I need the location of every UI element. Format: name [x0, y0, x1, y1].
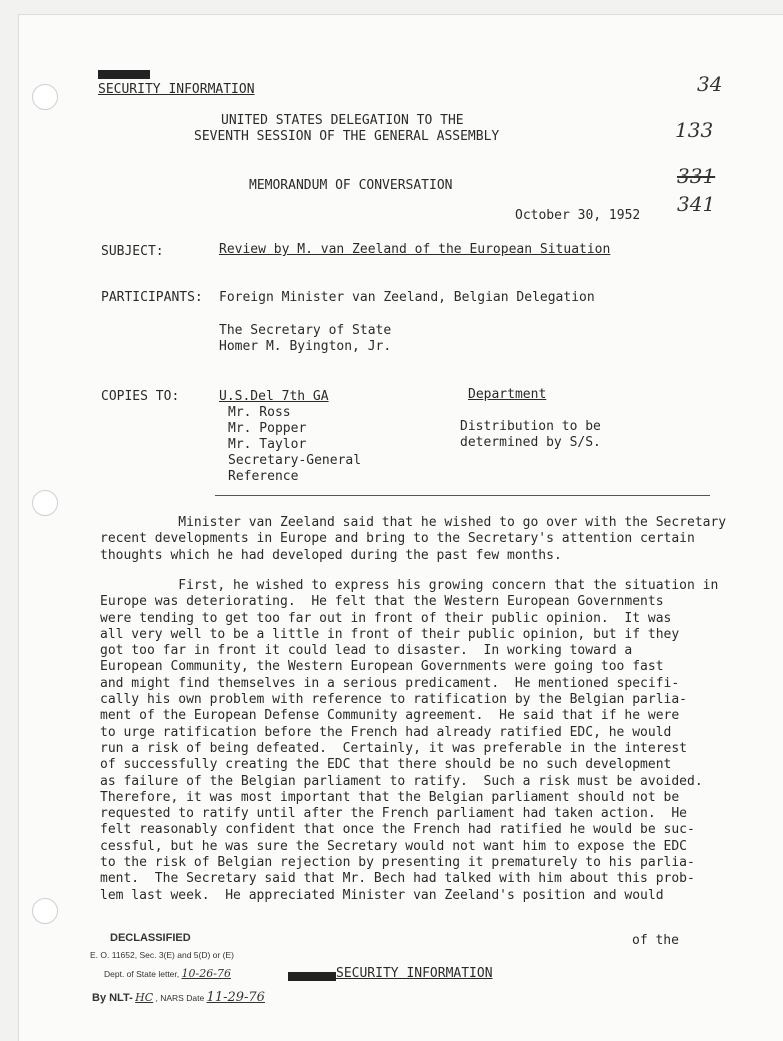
page-number: 34 — [697, 72, 723, 96]
participant: Foreign Minister van Zeeland, Belgian Delegation — [219, 290, 595, 305]
punch-hole — [32, 898, 58, 924]
subject-label: SUBJECT: — [101, 244, 164, 259]
handwritten-number: 133 — [675, 118, 714, 142]
handwritten-number-struck: 331 — [677, 164, 716, 188]
divider — [215, 495, 710, 496]
paragraph-2: First, he wished to express his growing concern that the situation in Europe was deteriorating. He felt that the Western European Governments were tending to get too far out in front of their public opinion. It was all very well to be a little in front of their public opinion, but if they got too far in front it could lead to disaster. In working toward a European Community, the Western European Governments were going too fast and might find themselves in a serious predicament. He mentioned specifi- cally his own problem with reference to ratification by the Belgian parlia- ment of the European Defense Community agreement. He said that if he were to urge ratification before the French had already ratified EDC, he would run a risk of being defeated. Certainly, it was preferable in the interest of successfully creating the EDC that there should be no such development as failure of the Belgian parliament to ratify. Such a risk must be avoided. Therefore, it was most important that the Belgian parliament should not be requested to ratify until after the French parliament had taken action. He felt reasonably confident that once the French had ratified he would be suc- cessful, but he was sure the Secretary would not want him to expose the EDC to the risk of Belgian rejection by presenting it prematurely to his parlia- ment. The Secretary said that Mr. Bech had talked with him about this prob- lem last week. He appreciated Minister van Zeeland's position and would — [100, 578, 719, 903]
declassified-stamp-line: E. O. 11652, Sec. 3(E) and 5(D) or (E) — [90, 950, 234, 960]
paragraph-1: Minister van Zeeland said that he wished to go over with the Secretary recent developments in Europe and bring to the Secretary's attention certain thoughts which he had developed during the past few months. — [100, 515, 727, 563]
declassified-stamp: DECLASSIFIED — [110, 932, 191, 944]
memo-date: October 30, 1952 — [515, 208, 641, 223]
declassified-stamp-line: Dept. of State letter, 10-26-76 — [104, 967, 231, 980]
copies-label: COPIES TO: — [101, 389, 180, 404]
participants-label: PARTICIPANTS: — [101, 290, 203, 305]
redaction-mark — [98, 70, 150, 79]
memo-title: MEMORANDUM OF CONVERSATION — [249, 178, 453, 193]
redaction-mark — [288, 972, 336, 981]
handwritten-date: 10-26-76 — [181, 967, 231, 980]
copies-recipient: Secretary-General — [228, 453, 362, 468]
subject-value: Review by M. van Zeeland of the European Situation — [219, 242, 611, 257]
declassified-stamp-line: By NLT- HC , NARS Date 11-29-76 — [92, 990, 265, 1005]
punch-hole — [32, 84, 58, 110]
copies-distribution-note: Distribution to be — [460, 419, 601, 434]
copies-recipient: Mr. Taylor — [228, 437, 307, 452]
copies-recipient: Mr. Popper — [228, 421, 307, 436]
participant: Homer M. Byington, Jr. — [219, 339, 392, 354]
copies-group-heading: Department — [468, 387, 547, 402]
continuation-text: of the — [632, 933, 679, 948]
copies-recipient: Mr. Ross — [228, 405, 291, 420]
classification-header: SECURITY INFORMATION — [98, 82, 255, 97]
handwritten-initials: HC — [135, 991, 154, 1004]
classification-footer: SECURITY INFORMATION — [336, 966, 493, 981]
participant: The Secretary of State — [219, 323, 392, 338]
handwritten-number: 341 — [677, 192, 716, 216]
copies-group-heading: U.S.Del 7th GA — [219, 389, 329, 404]
punch-hole — [32, 490, 58, 516]
delegation-line-2: SEVENTH SESSION OF THE GENERAL ASSEMBLY — [194, 129, 500, 144]
copies-recipient: Reference — [228, 469, 299, 484]
copies-distribution-note: determined by S/S. — [460, 435, 601, 450]
handwritten-date: 11-29-76 — [206, 990, 265, 1005]
delegation-line-1: UNITED STATES DELEGATION TO THE — [221, 113, 464, 128]
